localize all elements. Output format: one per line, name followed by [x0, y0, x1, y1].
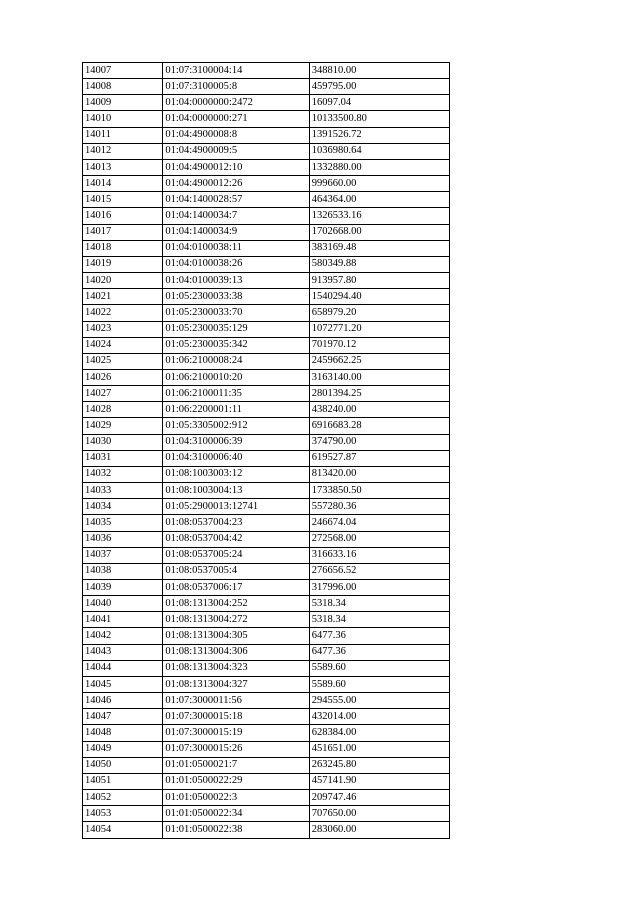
amount-cell: 459795.00: [309, 79, 449, 95]
amount-cell: 557280.36: [309, 499, 449, 515]
record-number-cell: 14042: [83, 628, 163, 644]
record-number-cell: 14009: [83, 95, 163, 111]
cadastral-number-cell: 01:06:2100008:24: [163, 353, 309, 369]
amount-cell: 6477.36: [309, 628, 449, 644]
cadastral-number-cell: 01:04:1400034:9: [163, 224, 309, 240]
record-number-cell: 14012: [83, 143, 163, 159]
table-row: [83, 531, 450, 547]
table-row: [83, 466, 450, 482]
table-row: [83, 289, 450, 305]
cadastral-number-cell: 01:08:0537005:4: [163, 563, 309, 579]
amount-cell: 3163140.00: [309, 369, 449, 385]
cadastral-number-cell: 01:08:0537006:17: [163, 580, 309, 596]
amount-cell: 272568.00: [309, 531, 449, 547]
record-number-cell: 14036: [83, 531, 163, 547]
record-number-cell: 14040: [83, 596, 163, 612]
record-number-cell: 14041: [83, 612, 163, 628]
table-row: [83, 111, 450, 127]
table-row: [83, 386, 450, 402]
amount-cell: 5318.34: [309, 596, 449, 612]
amount-cell: 1540294.40: [309, 289, 449, 305]
table-row: [83, 353, 450, 369]
amount-cell: 438240.00: [309, 402, 449, 418]
table-row: [83, 418, 450, 434]
table-row: [83, 499, 450, 515]
amount-cell: 1036980.64: [309, 143, 449, 159]
cadastral-number-cell: 01:01:0500022:38: [163, 822, 309, 838]
cadastral-number-cell: 01:06:2100011:35: [163, 386, 309, 402]
record-number-cell: 14024: [83, 337, 163, 353]
record-number-cell: 14018: [83, 240, 163, 256]
record-number-cell: 14038: [83, 563, 163, 579]
cadastral-number-cell: 01:05:2300033:38: [163, 289, 309, 305]
cadastral-number-cell: 01:04:0100038:26: [163, 256, 309, 272]
cadastral-number-cell: 01:08:0537004:23: [163, 515, 309, 531]
amount-cell: 1391526.72: [309, 127, 449, 143]
cadastral-number-cell: 01:07:3000015:19: [163, 725, 309, 741]
amount-cell: 1332880.00: [309, 159, 449, 175]
amount-cell: 580349.88: [309, 256, 449, 272]
record-number-cell: 14054: [83, 822, 163, 838]
cadastral-number-cell: 01:04:0000000:2472: [163, 95, 309, 111]
record-number-cell: 14026: [83, 369, 163, 385]
record-number-cell: 14051: [83, 773, 163, 789]
record-number-cell: 14033: [83, 483, 163, 499]
amount-cell: 6916683.28: [309, 418, 449, 434]
cadastral-number-cell: 01:08:0537004:42: [163, 531, 309, 547]
amount-cell: 707650.00: [309, 806, 449, 822]
cadastral-number-cell: 01:04:1400028:57: [163, 192, 309, 208]
cadastral-number-cell: 01:08:1003004:13: [163, 483, 309, 499]
record-number-cell: 14022: [83, 305, 163, 321]
cadastral-number-cell: 01:04:3100006:40: [163, 450, 309, 466]
table-row: [83, 757, 450, 773]
cadastral-number-cell: 01:07:3100005:8: [163, 79, 309, 95]
amount-cell: 246674.04: [309, 515, 449, 531]
table-row: [83, 305, 450, 321]
amount-cell: 432014.00: [309, 709, 449, 725]
amount-cell: 658979.20: [309, 305, 449, 321]
table-row: [83, 192, 450, 208]
amount-cell: 317996.00: [309, 580, 449, 596]
record-number-cell: 14031: [83, 450, 163, 466]
table-row: [83, 208, 450, 224]
cadastral-number-cell: 01:08:1313004:252: [163, 596, 309, 612]
record-number-cell: 14043: [83, 644, 163, 660]
record-number-cell: 14014: [83, 176, 163, 192]
cadastral-number-cell: 01:08:1003003:12: [163, 466, 309, 482]
cadastral-number-cell: 01:04:3100006:39: [163, 434, 309, 450]
table-row: [83, 644, 450, 660]
amount-cell: 283060.00: [309, 822, 449, 838]
cadastral-number-cell: 01:05:3305002:912: [163, 418, 309, 434]
table-row: [83, 612, 450, 628]
table-row: [83, 224, 450, 240]
amount-cell: 457141.90: [309, 773, 449, 789]
record-number-cell: 14032: [83, 466, 163, 482]
record-number-cell: 14010: [83, 111, 163, 127]
amount-cell: 1072771.20: [309, 321, 449, 337]
table-row: [83, 321, 450, 337]
table-row: [83, 676, 450, 692]
table-row: [83, 63, 450, 79]
record-number-cell: 14007: [83, 63, 163, 79]
record-number-cell: 14050: [83, 757, 163, 773]
table-row: [83, 434, 450, 450]
table-row: [83, 725, 450, 741]
amount-cell: 316633.16: [309, 547, 449, 563]
cadastral-number-cell: 01:08:0537005:24: [163, 547, 309, 563]
record-number-cell: 14046: [83, 693, 163, 709]
table-row: [83, 337, 450, 353]
amount-cell: 276656.52: [309, 563, 449, 579]
record-number-cell: 14013: [83, 159, 163, 175]
amount-cell: 374790.00: [309, 434, 449, 450]
cadastral-number-cell: 01:05:2900013:12741: [163, 499, 309, 515]
cadastral-number-cell: 01:08:1313004:323: [163, 660, 309, 676]
record-number-cell: 14019: [83, 256, 163, 272]
cadastral-number-cell: 01:05:2300035:129: [163, 321, 309, 337]
table-row: [83, 273, 450, 289]
table-row: [83, 806, 450, 822]
amount-cell: 6477.36: [309, 644, 449, 660]
record-number-cell: 14045: [83, 676, 163, 692]
amount-cell: 16097.04: [309, 95, 449, 111]
table-row: [83, 240, 450, 256]
cadastral-number-cell: 01:06:2100010:20: [163, 369, 309, 385]
amount-cell: 2459662.25: [309, 353, 449, 369]
table-row: [83, 402, 450, 418]
record-number-cell: 14020: [83, 273, 163, 289]
cadastral-number-cell: 01:01:0500022:3: [163, 790, 309, 806]
record-number-cell: 14047: [83, 709, 163, 725]
record-number-cell: 14011: [83, 127, 163, 143]
data-table: [82, 62, 450, 839]
cadastral-number-cell: 01:04:0000000:271: [163, 111, 309, 127]
cadastral-number-cell: 01:01:0500021:7: [163, 757, 309, 773]
table-row: [83, 127, 450, 143]
record-number-cell: 14025: [83, 353, 163, 369]
amount-cell: 1733850.50: [309, 483, 449, 499]
cadastral-number-cell: 01:04:4900012:10: [163, 159, 309, 175]
amount-cell: 5318.34: [309, 612, 449, 628]
amount-cell: 813420.00: [309, 466, 449, 482]
cadastral-number-cell: 01:04:4900009:5: [163, 143, 309, 159]
record-number-cell: 14053: [83, 806, 163, 822]
cadastral-number-cell: 01:06:2200001:11: [163, 402, 309, 418]
record-number-cell: 14008: [83, 79, 163, 95]
table-row: [83, 773, 450, 789]
cadastral-number-cell: 01:08:1313004:327: [163, 676, 309, 692]
cadastral-number-cell: 01:04:0100039:13: [163, 273, 309, 289]
table-row: [83, 660, 450, 676]
amount-cell: 913957.80: [309, 273, 449, 289]
amount-cell: 209747.46: [309, 790, 449, 806]
amount-cell: 464364.00: [309, 192, 449, 208]
table-row: [83, 790, 450, 806]
table-row: [83, 95, 450, 111]
table-row: [83, 709, 450, 725]
record-number-cell: 14034: [83, 499, 163, 515]
table-row: [83, 515, 450, 531]
table-row: [83, 176, 450, 192]
cadastral-number-cell: 01:01:0500022:29: [163, 773, 309, 789]
cadastral-number-cell: 01:04:1400034:7: [163, 208, 309, 224]
table-row: [83, 822, 450, 838]
record-number-cell: 14044: [83, 660, 163, 676]
cadastral-number-cell: 01:08:1313004:306: [163, 644, 309, 660]
record-number-cell: 14049: [83, 741, 163, 757]
table-row: [83, 628, 450, 644]
amount-cell: 294555.00: [309, 693, 449, 709]
cadastral-number-cell: 01:01:0500022:34: [163, 806, 309, 822]
cadastral-number-cell: 01:07:3100004:14: [163, 63, 309, 79]
cadastral-number-cell: 01:07:3000015:18: [163, 709, 309, 725]
record-number-cell: 14023: [83, 321, 163, 337]
record-number-cell: 14027: [83, 386, 163, 402]
table-row: [83, 596, 450, 612]
amount-cell: 263245.80: [309, 757, 449, 773]
record-number-cell: 14029: [83, 418, 163, 434]
record-number-cell: 14048: [83, 725, 163, 741]
cadastral-number-cell: 01:04:4900012:26: [163, 176, 309, 192]
table-row: [83, 159, 450, 175]
record-number-cell: 14015: [83, 192, 163, 208]
table-row: [83, 483, 450, 499]
amount-cell: 619527.87: [309, 450, 449, 466]
amount-cell: 628384.00: [309, 725, 449, 741]
amount-cell: 2801394.25: [309, 386, 449, 402]
record-number-cell: 14030: [83, 434, 163, 450]
amount-cell: 10133500.80: [309, 111, 449, 127]
table-row: [83, 563, 450, 579]
record-number-cell: 14016: [83, 208, 163, 224]
table-row: [83, 547, 450, 563]
record-number-cell: 14039: [83, 580, 163, 596]
table-row: [83, 143, 450, 159]
table-row: [83, 450, 450, 466]
amount-cell: 348810.00: [309, 63, 449, 79]
record-number-cell: 14017: [83, 224, 163, 240]
table-body: [83, 63, 450, 839]
amount-cell: 701970.12: [309, 337, 449, 353]
record-number-cell: 14028: [83, 402, 163, 418]
cadastral-number-cell: 01:04:0100038:11: [163, 240, 309, 256]
record-number-cell: 14052: [83, 790, 163, 806]
amount-cell: 999660.00: [309, 176, 449, 192]
table-row: [83, 580, 450, 596]
cadastral-number-cell: 01:08:1313004:305: [163, 628, 309, 644]
cadastral-number-cell: 01:07:3000011:56: [163, 693, 309, 709]
cadastral-number-cell: 01:05:2300033:70: [163, 305, 309, 321]
table-row: [83, 369, 450, 385]
cadastral-number-cell: 01:07:3000015:26: [163, 741, 309, 757]
cadastral-number-cell: 01:05:2300035:342: [163, 337, 309, 353]
amount-cell: 1702668.00: [309, 224, 449, 240]
record-number-cell: 14037: [83, 547, 163, 563]
cadastral-number-cell: 01:08:1313004:272: [163, 612, 309, 628]
record-number-cell: 14021: [83, 289, 163, 305]
table-row: [83, 693, 450, 709]
amount-cell: 5589.60: [309, 660, 449, 676]
table-row: [83, 256, 450, 272]
amount-cell: 5589.60: [309, 676, 449, 692]
amount-cell: 383169.48: [309, 240, 449, 256]
cadastral-number-cell: 01:04:4900008:8: [163, 127, 309, 143]
record-number-cell: 14035: [83, 515, 163, 531]
amount-cell: 1326533.16: [309, 208, 449, 224]
table-row: [83, 79, 450, 95]
table-row: [83, 741, 450, 757]
amount-cell: 451651.00: [309, 741, 449, 757]
